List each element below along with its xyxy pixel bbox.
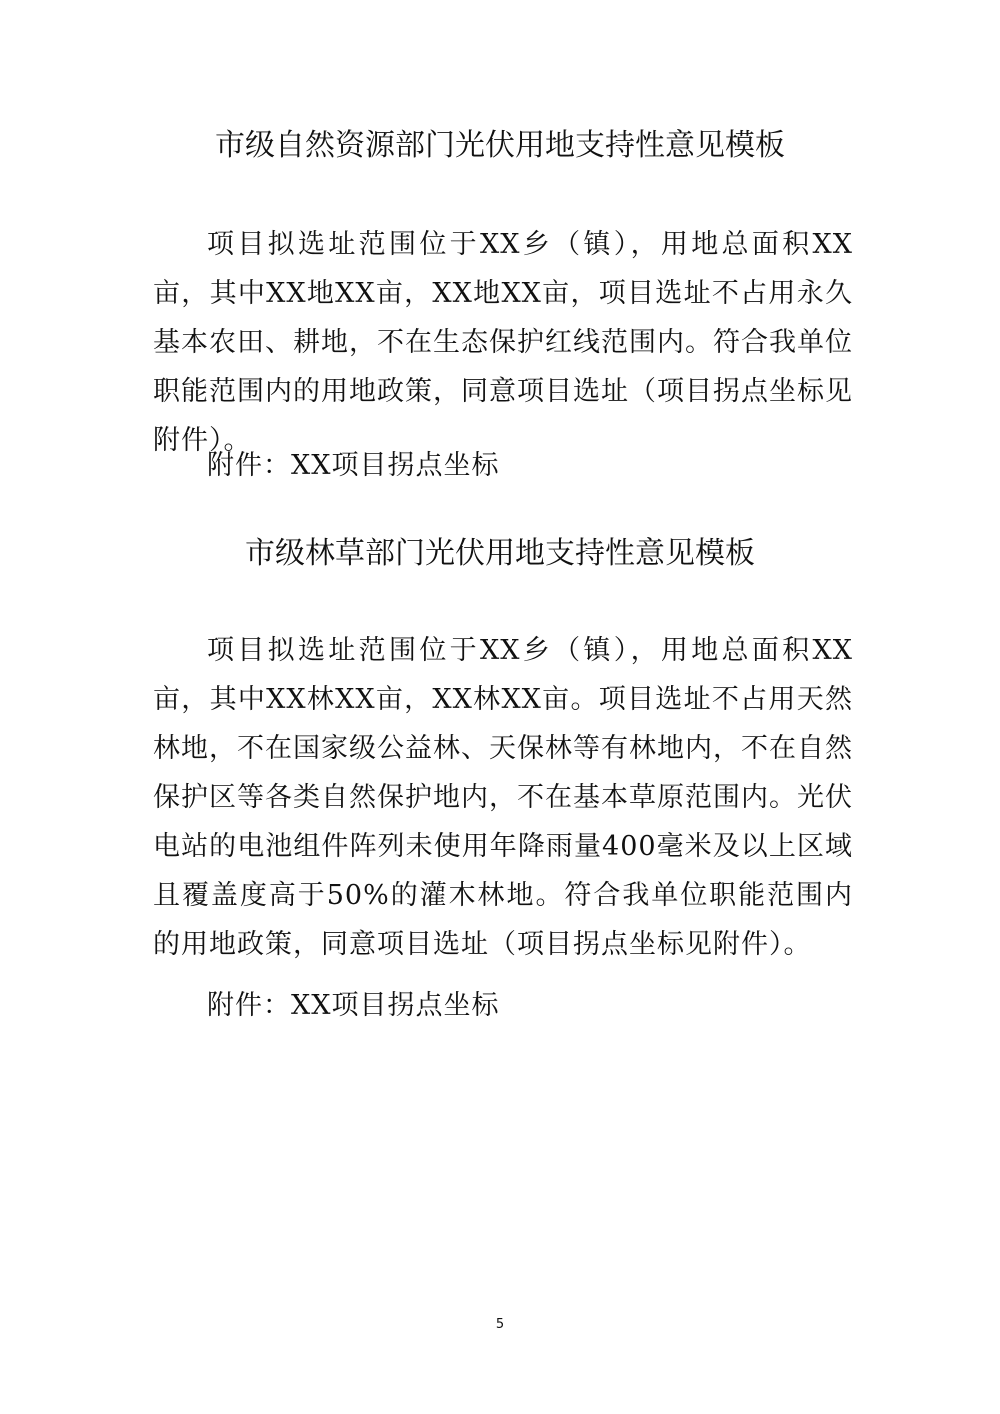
page-number: 5: [495, 1317, 505, 1332]
section-2-title: 市级林草部门光伏用地支持性意见模板: [245, 536, 755, 571]
section-2-body: 项目拟选址范围位于XX乡（镇），用地总面积XX亩，其中XX林XX亩，XX林XX亩。项目选址不占用天然林地，不在国家级公益林、天保林等有林地内，不在自然保护区等各类自然保护地内，不在基本草原范围内。光伏电站的电池组件阵列未使用年降雨量400毫米及以上区域且覆盖度高于50%的灌木林地。符合我单位职能范围内的用地政策，同意项目选址（项目拐点坐标见附件）。: [153, 635, 853, 960]
section-1-attachment: 附件：XX项目拐点坐标: [207, 450, 500, 481]
section-1-body: 项目拟选址范围位于XX乡（镇），用地总面积XX亩，其中XX地XX亩，XX地XX亩，项目选址不占用永久基本农田、耕地，不在生态保护红线范围内。符合我单位职能范围内的用地政策，同意项目选址（项目拐点坐标见附件）。: [153, 229, 853, 456]
section-1-title: 市级自然资源部门光伏用地支持性意见模板: [215, 128, 785, 163]
section-2-attachment: 附件：XX项目拐点坐标: [207, 990, 500, 1021]
